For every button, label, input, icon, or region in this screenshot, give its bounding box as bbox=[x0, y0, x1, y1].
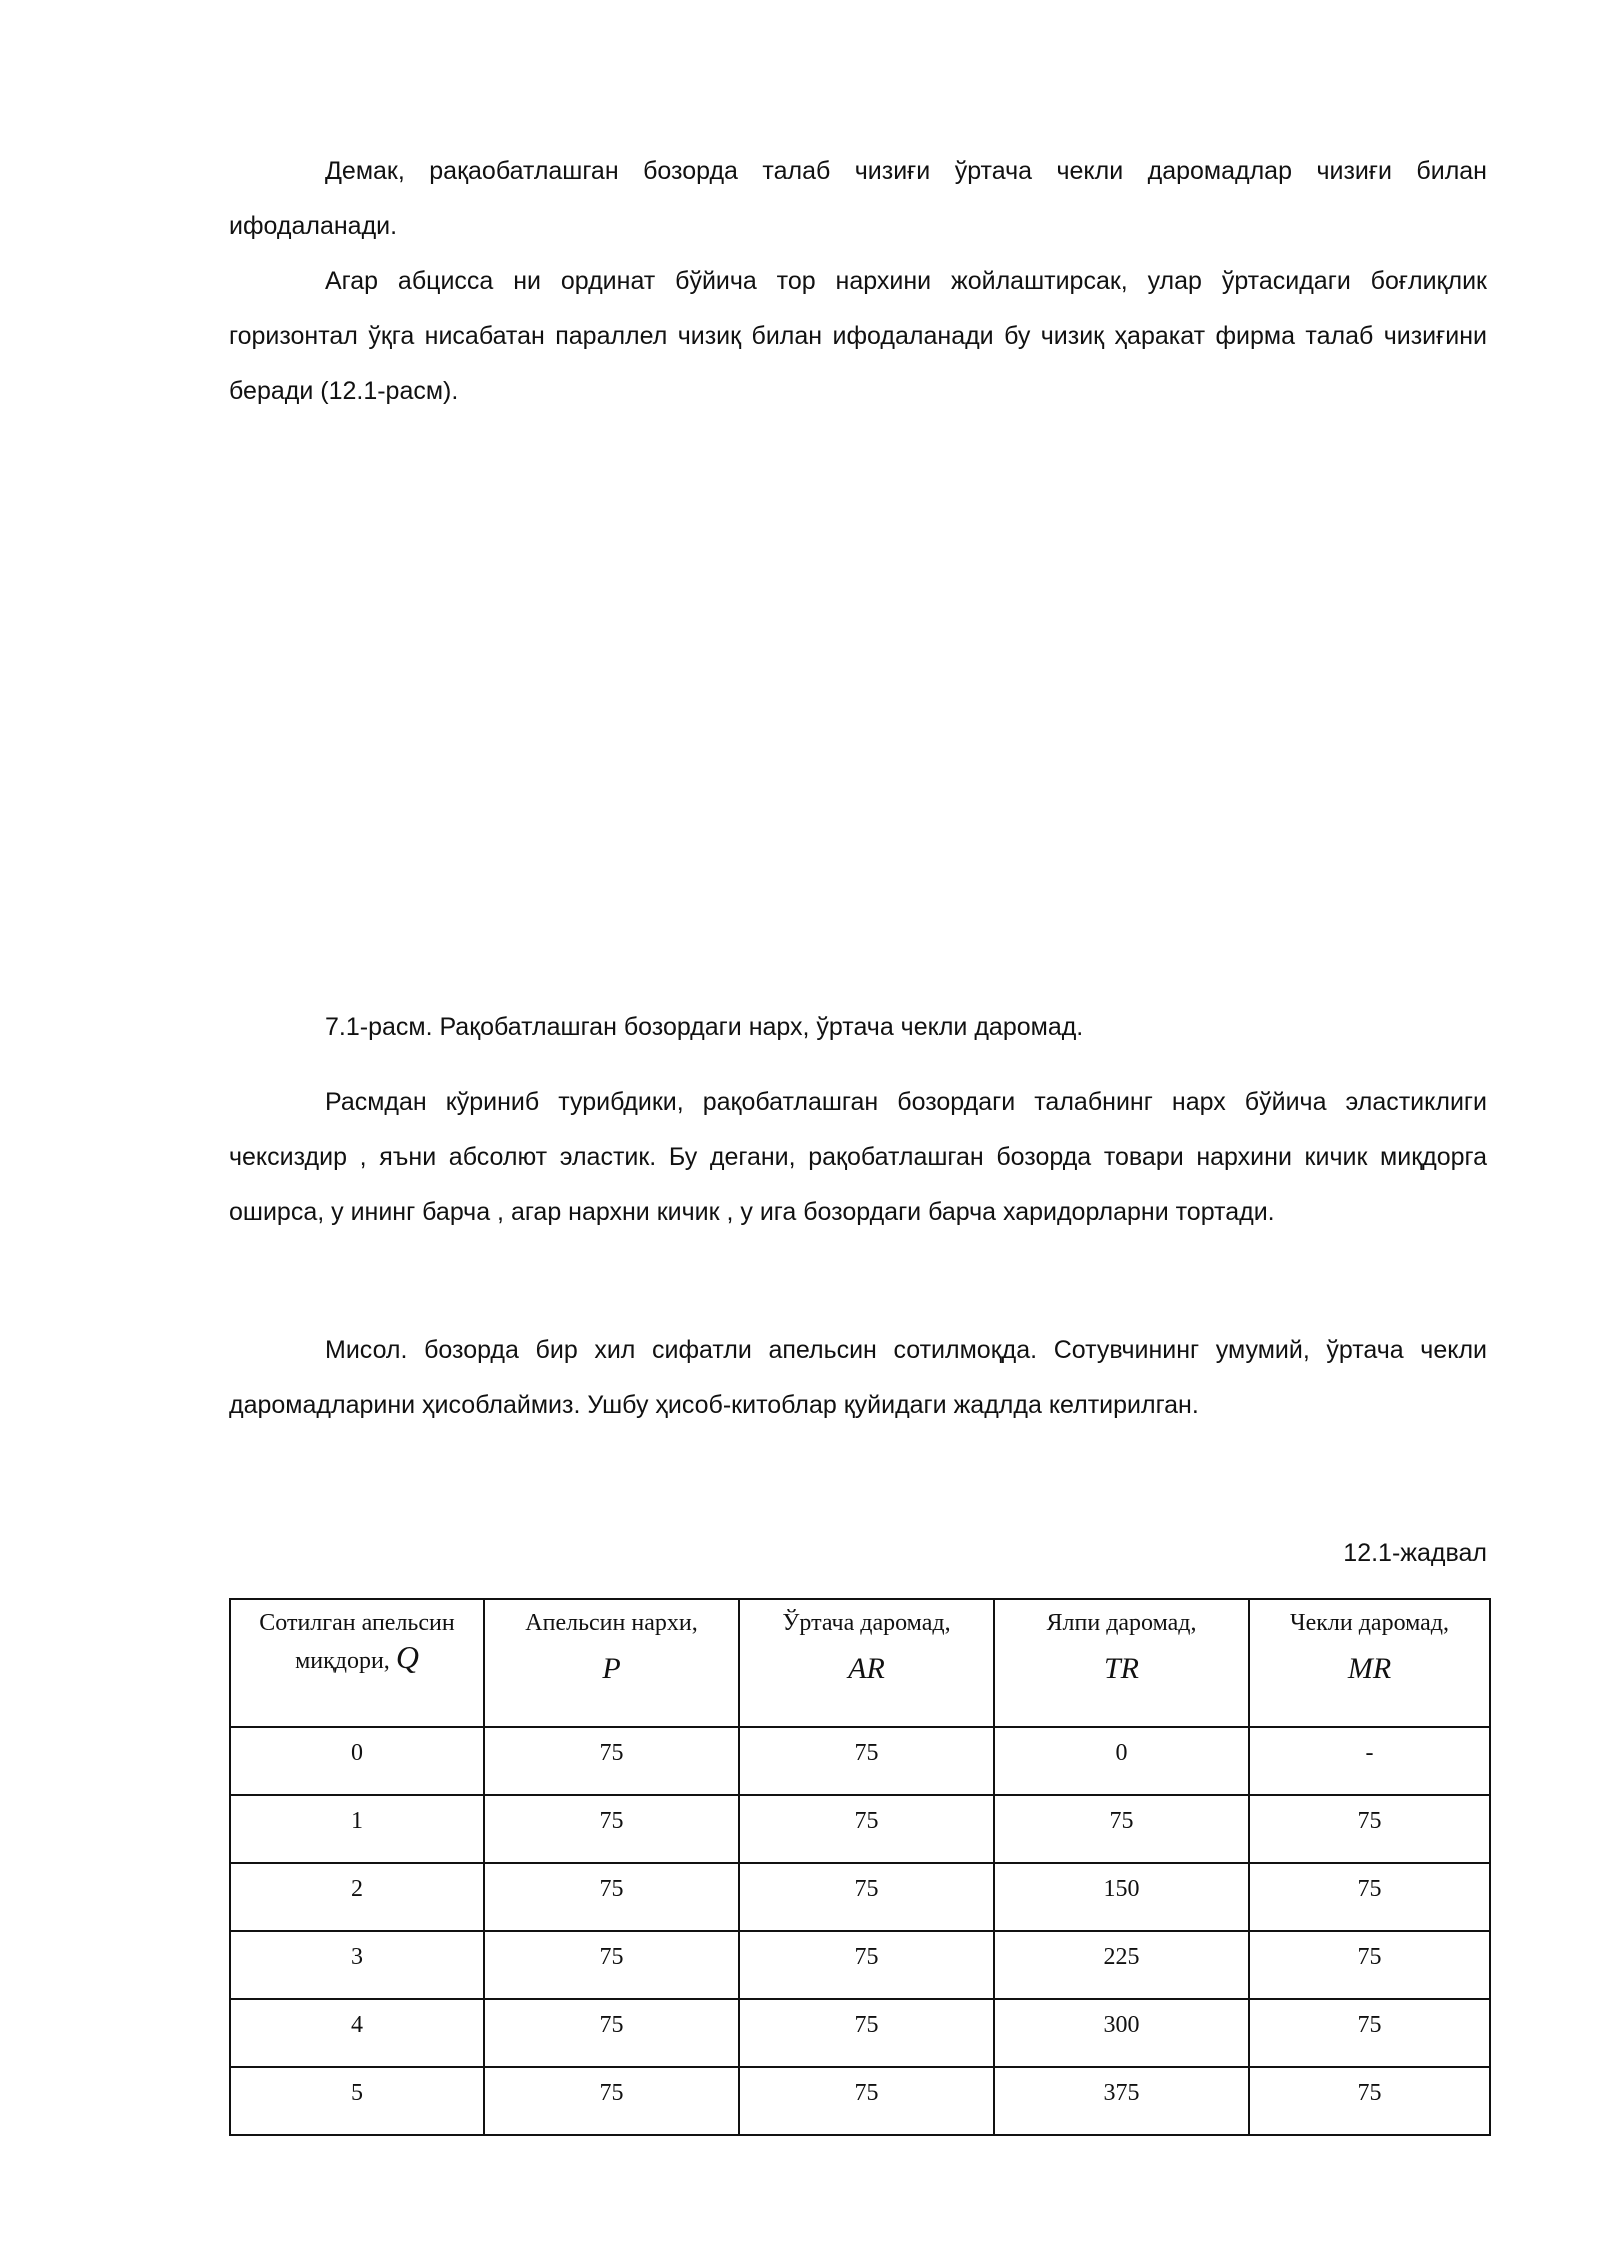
cell-total-revenue: 75 bbox=[994, 1795, 1249, 1863]
cell-quantity: 4 bbox=[230, 1999, 484, 2067]
header-price bbox=[484, 1599, 739, 1727]
cell-marginal-revenue: - bbox=[1249, 1727, 1490, 1795]
header-symbol: TR bbox=[1103, 1652, 1139, 1685]
paragraph-1: Демак, рақаобатлашган бозорда талаб чизиғи ўртача чекли даромадлар чизиғи билан ифодаланади. bbox=[229, 157, 1487, 240]
header-marginal-revenue bbox=[1249, 1599, 1490, 1727]
cell-marginal-revenue: 75 bbox=[1249, 1931, 1490, 1999]
cell-price: 75 bbox=[484, 2067, 739, 2135]
header-label: Ялпи даромад, bbox=[1046, 1610, 1197, 1636]
cell-average-revenue: 75 bbox=[739, 1999, 994, 2067]
cell-total-revenue: 150 bbox=[994, 1863, 1249, 1931]
cell-quantity: 2 bbox=[230, 1863, 484, 1931]
cell-marginal-revenue: 75 bbox=[1249, 2067, 1490, 2135]
header-label: Ўртача даромад, bbox=[782, 1610, 951, 1636]
cell-marginal-revenue: 75 bbox=[1249, 1863, 1490, 1931]
table-row bbox=[230, 1727, 1490, 1795]
cell-price: 75 bbox=[484, 1727, 739, 1795]
cell-price: 75 bbox=[484, 1999, 739, 2067]
header-symbol: P bbox=[602, 1652, 621, 1685]
cell-marginal-revenue: 75 bbox=[1249, 1795, 1490, 1863]
cell-average-revenue: 75 bbox=[739, 1931, 994, 1999]
cell-total-revenue: 0 bbox=[994, 1727, 1249, 1795]
table-row bbox=[230, 1795, 1490, 1863]
header-label: Чекли даромад, bbox=[1289, 1610, 1450, 1636]
cell-price: 75 bbox=[484, 1931, 739, 1999]
cell-marginal-revenue: 75 bbox=[1249, 1999, 1490, 2067]
cell-quantity: 0 bbox=[230, 1727, 484, 1795]
header-symbol: Q bbox=[395, 1639, 419, 1675]
header-label: Апельсин нархи, bbox=[525, 1610, 698, 1636]
header-symbol: MR bbox=[1347, 1652, 1392, 1685]
cell-quantity: 3 bbox=[230, 1931, 484, 1999]
cell-average-revenue: 75 bbox=[739, 1863, 994, 1931]
header-symbol: AR bbox=[848, 1652, 885, 1685]
cell-price: 75 bbox=[484, 1795, 739, 1863]
cell-quantity: 1 bbox=[230, 1795, 484, 1863]
header-label: Сотилган апельсин миқдори, bbox=[259, 1610, 455, 1674]
cell-total-revenue: 225 bbox=[994, 1931, 1249, 1999]
figure-caption: 7.1-расм. Рақобатлашган бозордаги нарх, ўртача чекли даромад. bbox=[325, 1013, 1084, 1041]
paragraph-4: Мисол. бозорда бир хил сифатли апельсин сотилмоқда. Сотувчининг умумий, ўртача чекли даромадларини ҳисоблаймиз. Ушбу ҳисоб-китоблар қуйидаги жадлда келтирилган. bbox=[229, 1336, 1487, 1419]
cell-average-revenue: 75 bbox=[739, 1727, 994, 1795]
cell-average-revenue: 75 bbox=[739, 2067, 994, 2135]
header-quantity bbox=[230, 1599, 484, 1727]
header-average-revenue bbox=[739, 1599, 994, 1727]
cell-quantity: 5 bbox=[230, 2067, 484, 2135]
table-number: 12.1-жадвал bbox=[1343, 1539, 1487, 1567]
revenue-table bbox=[229, 1598, 1491, 2136]
table-row bbox=[230, 1863, 1490, 1931]
cell-price: 75 bbox=[484, 1863, 739, 1931]
table-header-row bbox=[230, 1599, 1490, 1727]
table-row bbox=[230, 2067, 1490, 2135]
cell-average-revenue: 75 bbox=[739, 1795, 994, 1863]
table-row bbox=[230, 1931, 1490, 1999]
paragraph-2: Агар абцисса ни ординат бўйича тор нархини жойлаштирсак, улар ўртасидаги боғлиқлик горизонтал ўқга нисабатан параллел чизиқ билан ифодаланади бу чизиқ ҳаракат фирма талаб чизиғини беради (12.1-расм). bbox=[229, 267, 1487, 405]
paragraph-3: Расмдан кўриниб турибдики, рақобатлашган бозордаги талабнинг нарх бўйича эластиклиги чексиздир , яъни абсолют эластик. Бу дегани, рақобатлашган бозорда товари нархини кичик миқдорга оширса, у ининг барча , агар нархни кичик , у ига бозордаги барча харидорларни тортади. bbox=[229, 1088, 1487, 1226]
cell-total-revenue: 300 bbox=[994, 1999, 1249, 2067]
table-row bbox=[230, 1999, 1490, 2067]
header-total-revenue bbox=[994, 1599, 1249, 1727]
cell-total-revenue: 375 bbox=[994, 2067, 1249, 2135]
